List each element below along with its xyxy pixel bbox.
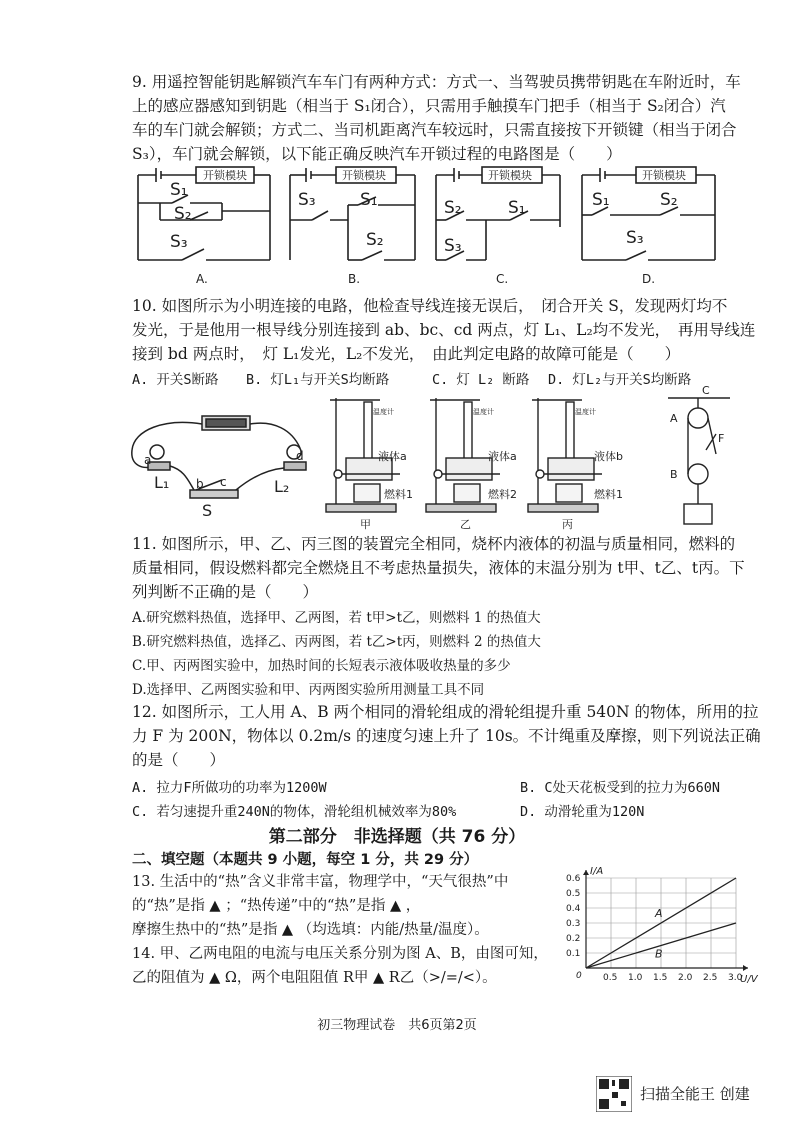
q10-option-a: A. 开关S断路 xyxy=(132,372,219,388)
label-b: b xyxy=(196,477,204,491)
q11-line-2: 质量相同，假设燃料都完全燃烧且不考虑热量损失，液体的末温分别为 t甲、t乙、t丙。下 xyxy=(132,559,745,577)
q11-option-a: A.研究燃料热值，选择甲、乙两图，若 t甲>t乙，则燃料 1 的热值大 xyxy=(132,610,541,626)
module-label-d: 开锁模块 xyxy=(642,169,686,182)
thermo-label-bing: 温度计 xyxy=(575,408,596,416)
d-s2: S₂ xyxy=(660,190,678,210)
scanner-brand: 扫描全能王 创建 xyxy=(640,1085,750,1103)
caption-bing: 丙 xyxy=(562,518,573,531)
q14-line-1: 14. 甲、乙两电阻的电流与电压关系分别为图 A、B，由图可知， xyxy=(132,946,548,962)
label-c: c xyxy=(220,475,227,489)
label-f: F xyxy=(718,432,725,445)
section-two-heading: 二、填空题（本题共 9 小题，每空 1 分，共 29 分） xyxy=(132,852,479,868)
option-b-label: B. xyxy=(348,272,361,286)
q13-line-1: 13. 生活中的“热”含义非常丰富，物理学中，“天气很热”中 xyxy=(132,874,509,890)
caption-jia: 甲 xyxy=(360,518,371,531)
label-s: S xyxy=(202,501,213,520)
x-tick-label-4: 2.5 xyxy=(703,973,718,983)
label-d: d xyxy=(296,449,304,463)
c-s1: S₁ xyxy=(508,198,526,218)
q11-option-d: D.选择甲、乙两图实验和甲、丙两图实验所用测量工具不同 xyxy=(132,682,485,698)
q10-option-b: B. 灯L₁与开关S均断路 xyxy=(246,372,390,388)
d-s3: S₃ xyxy=(626,228,644,248)
q11-line-1: 11. 如图所示，甲、乙、丙三图的装置完全相同，烧杯内液体的初温与质量相同，燃料的 xyxy=(132,535,736,553)
label-b: B xyxy=(670,468,678,481)
label-l1: L₁ xyxy=(154,473,170,492)
q12-option-a: A. 拉力F所做功的功率为1200W xyxy=(132,780,327,796)
q9-line-3: 车的车门就会解锁；方式二、当司机距离汽车较远时，只需直接按下开锁键（相当于闭合 xyxy=(132,121,737,139)
a-s1: S₁ xyxy=(170,180,188,200)
q9-line-1: 9. 用遥控智能钥匙解锁汽车车门有两种方式：方式一、当驾驶员携带钥匙在车附近时，车 xyxy=(132,73,741,91)
q9-line-2: 上的感应器感知到钥匙（相当于 S₁闭合），只需用手触摸车门把手（相当于 S₂闭合）汽 xyxy=(132,97,726,115)
q10-line-1: 10. 如图所示为小明连接的电路，他检查导线连接无误后， 闭合开关 S，发现两灯均不 xyxy=(132,297,728,315)
q12-option-c: C. 若匀速提升重240N的物体，滑轮组机械效率为80% xyxy=(132,804,457,820)
y-axis-label: I/A xyxy=(590,866,604,877)
q13-line-2: 的“热”是指 ▲ ；“热传递”中的“热”是指 ▲ ， xyxy=(132,898,421,914)
q12-option-d: D. 动滑轮重为120N xyxy=(520,804,645,820)
module-label-c: 开锁模块 xyxy=(488,169,532,182)
liquid-b-bing: 液体b xyxy=(594,450,623,463)
q11-option-c: C.甲、丙两图实验中，加热时间的长短表示液体吸收热量的多少 xyxy=(132,658,511,674)
series-label-A: A xyxy=(655,907,663,920)
thermo-label-yi: 温度计 xyxy=(473,408,494,416)
q14-line-2: 乙的阻值为 ▲ Ω，两个电阻阻值 R甲 ▲ R乙（>/=/<）。 xyxy=(132,970,497,986)
qr-code-icon xyxy=(596,1076,632,1112)
y-tick-label-3: 0.4 xyxy=(566,904,581,914)
x-axis-arrow xyxy=(743,965,748,971)
module-label-b: 开锁模块 xyxy=(342,169,386,182)
b-s2: S₂ xyxy=(366,230,384,250)
y-tick-label-2: 0.3 xyxy=(566,919,581,929)
liquid-a-yi: 液体a xyxy=(488,450,517,463)
q11-option-b: B.研究燃料热值，选择乙、丙两图，若 t乙>t丙，则燃料 2 的热值大 xyxy=(132,634,541,650)
q11-line-3: 列判断不正确的是（ ） xyxy=(132,583,319,601)
option-c-label: C. xyxy=(496,272,509,286)
b-s3: S₃ xyxy=(298,190,316,210)
x-tick-label-2: 1.5 xyxy=(653,973,668,983)
part-two-title: 第二部分 非选择题（共 76 分） xyxy=(268,827,526,847)
y-tick-label-5: 0.6 xyxy=(566,874,581,884)
q13-line-3: 摩擦生热中的“热”是指 ▲ （均选填：内能/热量/温度）。 xyxy=(132,922,489,938)
q10-option-d: D. 灯L₂与开关S均断路 xyxy=(548,372,692,388)
y-tick-label-0: 0.1 xyxy=(566,949,581,959)
x-axis-label: U/V xyxy=(740,974,758,984)
x-tick-label-3: 2.0 xyxy=(678,973,693,983)
c-s2: S₂ xyxy=(444,198,462,218)
label-c: C xyxy=(702,384,710,397)
x-tick-label-0: 0.5 xyxy=(603,973,618,983)
q12-line-3: 的是（ ） xyxy=(132,751,226,769)
c-s3: S₃ xyxy=(444,236,462,256)
fuel1-jia: 燃料1 xyxy=(384,488,413,501)
liquid-a-jia: 液体a xyxy=(378,450,407,463)
b-s1: S₁ xyxy=(360,190,378,210)
q10-option-c: C. 灯 L₂ 断路 xyxy=(432,372,530,388)
label-a: a xyxy=(144,453,152,467)
q9-line-4: S₃），车门就会解锁，以下能正确反映汽车开锁过程的电路图是（ ） xyxy=(132,145,622,163)
iu-chart xyxy=(560,862,760,984)
q11-apparatus-figures xyxy=(320,394,640,534)
a-s3: S₃ xyxy=(170,232,188,252)
origin-label: 0 xyxy=(576,971,582,981)
page-footer: 初三物理试卷 共6页第2页 xyxy=(317,1018,477,1033)
q9-circuit-diagrams xyxy=(130,165,730,290)
q12-line-2: 力 F 为 200N，物体以 0.2m/s 的速度匀速上升了 10s。不计绳重及摩擦，则下列说法正确 xyxy=(132,727,761,745)
q12-line-1: 12. 如图所示，工人用 A、B 两个相同的滑轮组成的滑轮组提升重 540N 的物体，所用的拉 xyxy=(132,703,759,721)
q10-line-2: 发光，于是他用一根导线分别连接到 ab、bc、cd 两点，灯 L₁、L₂均不发光， 再用导线连 xyxy=(132,321,756,339)
d-s1: S₁ xyxy=(592,190,610,210)
fuel1-bing: 燃料1 xyxy=(594,488,623,501)
module-label-a: 开锁模块 xyxy=(203,169,247,182)
y-axis-arrow xyxy=(583,870,589,875)
caption-yi: 乙 xyxy=(460,518,471,531)
q12-option-b: B. C处天花板受到的拉力为660N xyxy=(520,780,721,796)
option-d-label: D. xyxy=(642,272,656,286)
x-tick-label-1: 1.0 xyxy=(628,973,643,983)
label-a: A xyxy=(670,412,678,425)
q10-line-3: 接到 bd 两点时， 灯 L₁发光，L₂不发光， 由此判定电路的故障可能是（ ） xyxy=(132,345,681,363)
y-tick-label-4: 0.5 xyxy=(566,889,581,899)
a-s2: S₂ xyxy=(174,204,192,224)
y-tick-label-1: 0.2 xyxy=(566,934,581,944)
x-tick-label-5: 3.0 xyxy=(728,973,743,983)
q12-pulley-figure xyxy=(660,384,740,530)
thermo-label-jia: 温度计 xyxy=(373,408,394,416)
series-label-B: B xyxy=(655,947,663,961)
q10-circuit-figure xyxy=(124,410,324,520)
option-a-label: A. xyxy=(196,272,208,286)
label-l2: L₂ xyxy=(274,477,290,496)
fuel2-yi: 燃料2 xyxy=(488,488,517,501)
